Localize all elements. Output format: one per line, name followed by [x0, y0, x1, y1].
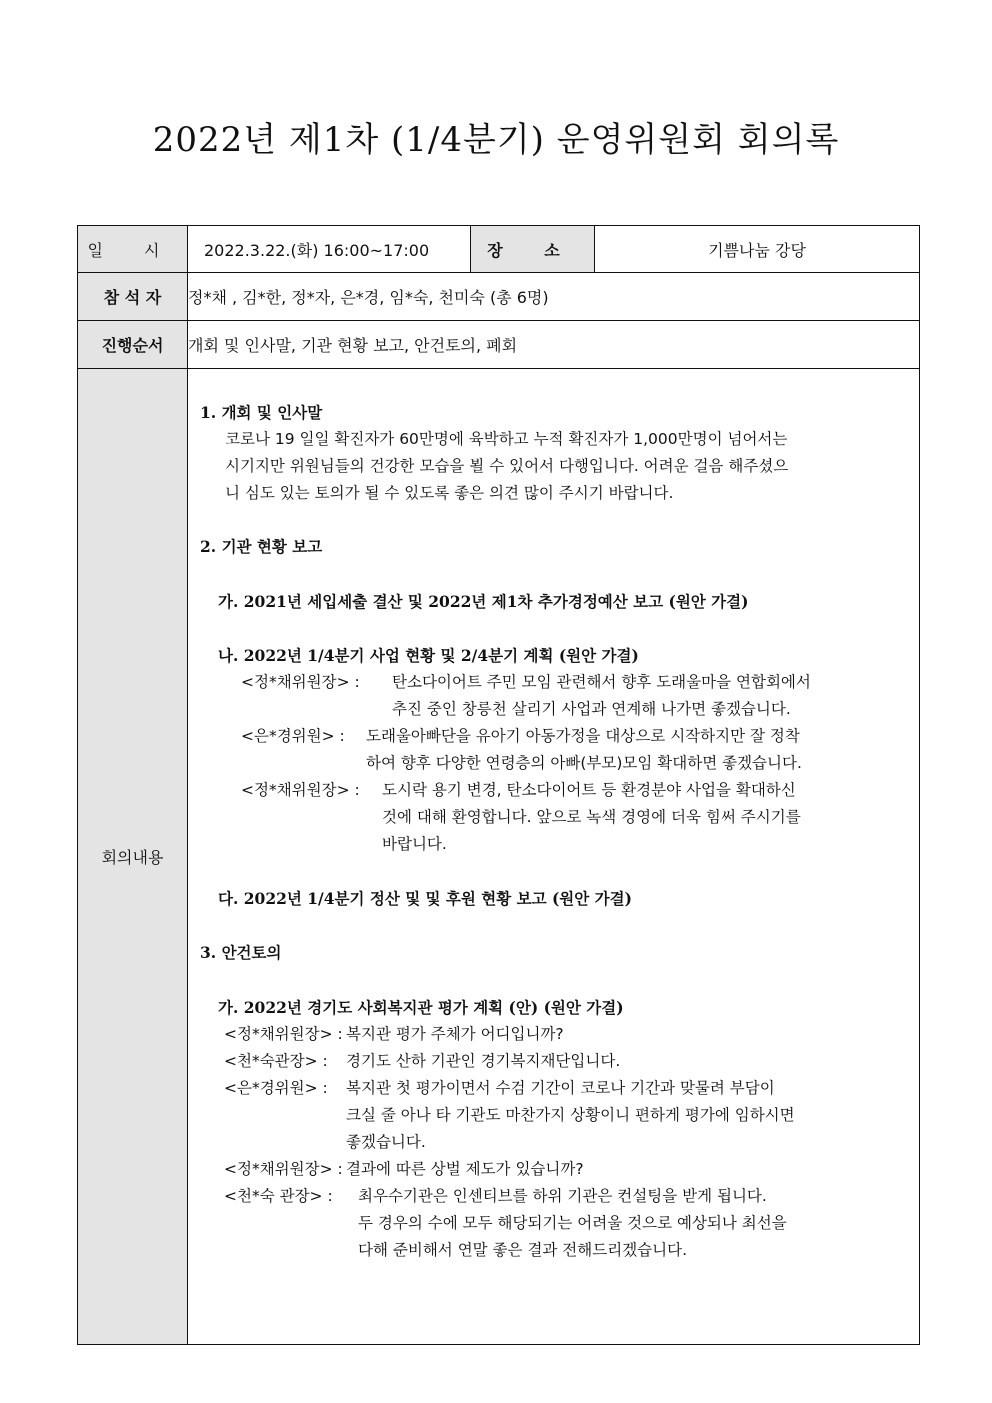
section-3-title: 3. 안건토의 [200, 943, 282, 962]
row-date [78, 226, 920, 273]
speaker: <정*채위원장> : [241, 781, 360, 799]
row-attendees [78, 273, 920, 321]
speaker: <천*숙 관장> : [224, 1187, 333, 1205]
remark: 크실 줄 아나 타 기관도 마찬가지 상황이니 편하게 평가에 임하시면 [346, 1106, 795, 1124]
remark: 최우수기관은 인센티브를 하위 기관은 컨설팅을 받게 됩니다. [358, 1187, 767, 1205]
date-label: 일 시 [78, 226, 188, 273]
order-value: 개회 및 인사말, 기관 현황 보고, 안건토의, 폐회 [188, 321, 920, 369]
remark: 경기도 산하 기관인 경기복지재단입니다. [346, 1052, 621, 1070]
attendees-value: 정*채 , 김*한, 정*자, 은*경, 임*숙, 천미숙 (총 6명) [188, 273, 920, 321]
remark: 하여 향후 다양한 연령층의 아빠(부모)모임 확대하면 좋겠습니다. [366, 754, 802, 772]
attendees-label: 참 석 자 [78, 273, 188, 321]
speaker: <은*경위원> : [224, 1079, 328, 1097]
section-1-text: 시기지만 위원님들의 건강한 모습을 뵐 수 있어서 다행입니다. 어려운 걸음 해주셨으 [225, 457, 789, 475]
place-label: 장 소 [471, 226, 595, 273]
order-label: 진행순서 [78, 321, 188, 369]
remark: 두 경우의 수에 모두 해당되기는 어려울 것으로 예상되나 최선을 [358, 1214, 787, 1232]
speaker: <정*채위원장> : [241, 673, 360, 691]
content-label: 회의내용 [78, 369, 188, 1345]
remark: 다해 준비해서 연말 좋은 결과 전해드리겠습니다. [358, 1241, 688, 1259]
content-cell [188, 369, 920, 1345]
section-1-title: 1. 개회 및 인사말 [200, 403, 323, 422]
remark: 도시락 용기 변경, 탄소다이어트 등 환경분야 사업을 확대하신 [382, 781, 796, 799]
remark: 복지관 첫 평가이면서 수검 기간이 코로나 기간과 맞물려 부담이 [346, 1079, 775, 1097]
section-1-text: 코로나 19 일일 확진자가 60만명에 육박하고 누적 확진자가 1,000만명이 넘어서는 [225, 430, 788, 448]
speaker: <은*경위원> : [241, 727, 345, 745]
section-1-text: 니 심도 있는 토의가 될 수 있도록 좋은 의견 많이 주시기 바랍니다. [225, 484, 674, 502]
document-title: 2022년 제1차 (1/4분기) 운영위원회 회의록 [152, 120, 840, 160]
remark: 도래울아빠단을 유아기 아동가정을 대상으로 시작하지만 잘 정착 [366, 727, 800, 745]
section-2-title: 2. 기관 현황 보고 [200, 537, 323, 556]
speaker: <천*숙관장> : [224, 1052, 328, 1070]
row-content [78, 369, 920, 1345]
meeting-content [188, 369, 919, 1344]
minutes-table [77, 225, 920, 1345]
section-2-item-b: 나. 2022년 1/4분기 사업 현황 및 2/4분기 계획 (원안 가결) [218, 646, 639, 665]
date-value: 2022.3.22.(화) 16:00~17:00 [188, 226, 471, 273]
remark: 좋겠습니다. [346, 1133, 426, 1151]
speaker: <정*채위원장> : [224, 1025, 343, 1043]
remark: 결과에 따른 상벌 제도가 있습니까? [346, 1160, 584, 1178]
remark: 복지관 평가 주체가 어디입니까? [346, 1025, 564, 1043]
remark: 것에 대해 환영합니다. 앞으로 녹색 경영에 더욱 힘써 주시기를 [382, 808, 801, 826]
section-2-item-a: 가. 2021년 세입세출 결산 및 2022년 제1차 추가경정예산 보고 (원안 가결) [218, 592, 749, 611]
remark: 추진 중인 창릉천 살리기 사업과 연계해 나가면 좋겠습니다. [392, 700, 791, 718]
section-3-item-a: 가. 2022년 경기도 사회복지관 평가 계획 (안) (원안 가결) [218, 998, 624, 1017]
section-2-item-c: 다. 2022년 1/4분기 정산 및 및 후원 현황 보고 (원안 가결) [218, 889, 632, 908]
place-value: 기쁨나눔 강당 [595, 226, 920, 273]
remark: 탄소다이어트 주민 모임 관련해서 향후 도래울마을 연합회에서 [392, 673, 811, 691]
speaker: <정*채위원장> : [224, 1160, 343, 1178]
remark: 바랍니다. [382, 835, 447, 853]
row-order [78, 321, 920, 369]
